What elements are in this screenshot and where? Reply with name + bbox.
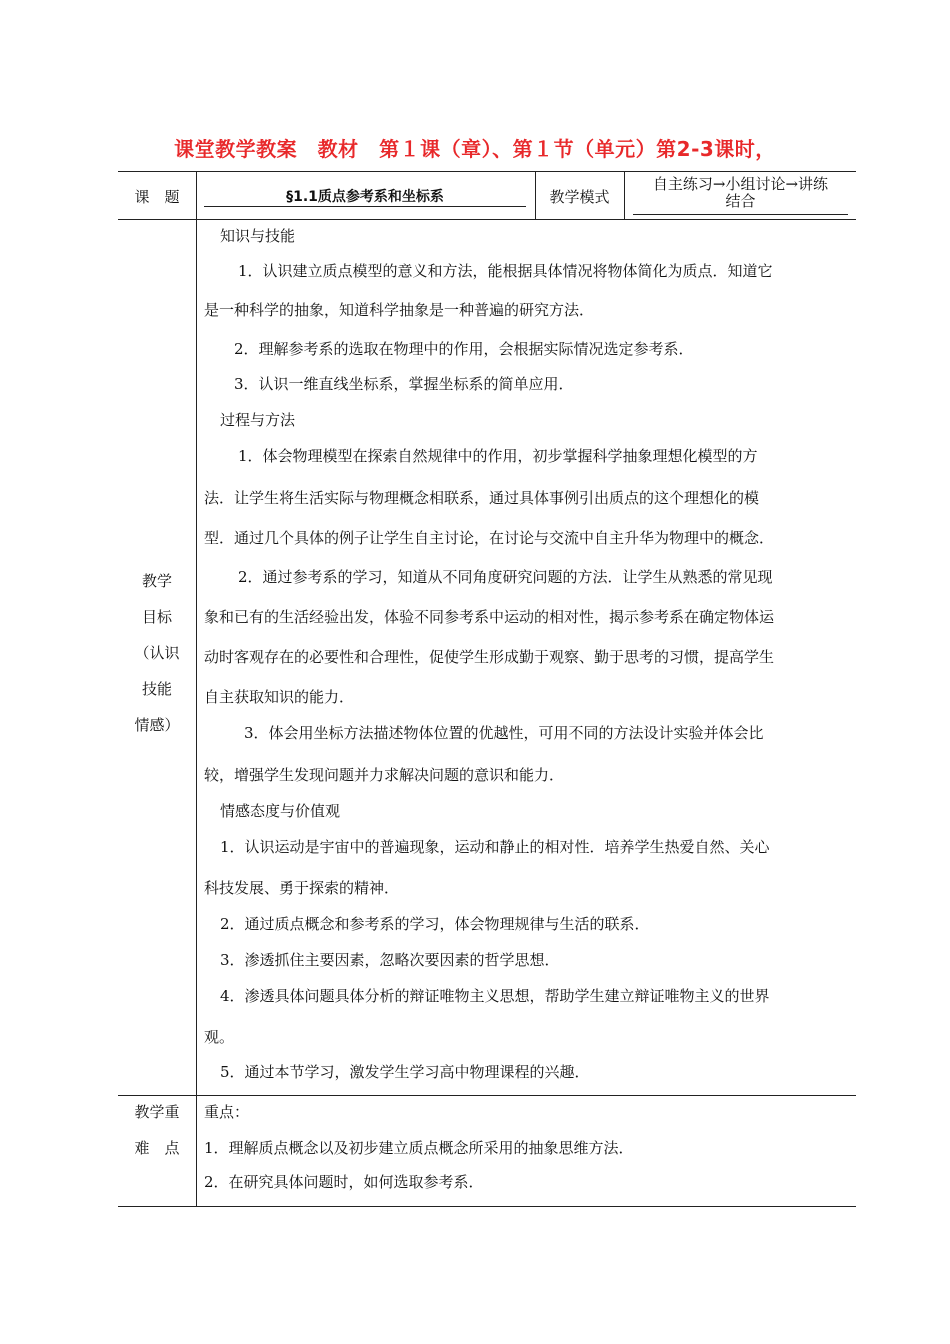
page-title: 课堂教学教案 教材 第１课（章）、第１节（单元）第2-3课时，: [174, 137, 776, 161]
objective-line: 是一种科学的抽象，知道科学抽象是一种普遍的研究方法．: [204, 301, 595, 319]
objective-line: 1．体会物理模型在探索自然规律中的作用，初步掌握科学抽象理想化模型的方: [238, 447, 758, 465]
table-bottom-border: [118, 1206, 856, 1207]
objective-line: 自主获取知识的能力．: [204, 688, 355, 706]
section-heading-knowledge: 知识与技能: [220, 227, 296, 245]
objective-line: 2．理解参考系的选取在物理中的作用，会根据实际情况选定参考系．: [234, 340, 694, 358]
mode-value-line-1: 自主练习→小组讨论→讲练: [652, 175, 829, 193]
objectives-row-border: [118, 1095, 856, 1096]
objectives-label-line: 情感）: [134, 716, 180, 734]
objective-line: 3．渗透抓住主要因素，忽略次要因素的哲学思想．: [220, 951, 560, 969]
keypoint-line: 1．理解质点概念以及初步建立质点概念所采用的抽象思维方法．: [204, 1139, 634, 1157]
objective-line: 2．通过参考系的学习，知道从不同角度研究问题的方法．让学生从熟悉的常见现: [238, 568, 773, 586]
topic-underline: [204, 206, 526, 207]
objective-line: 观。: [204, 1028, 235, 1046]
keypoint-line: 2．在研究具体问题时，如何选取参考系．: [204, 1173, 484, 1191]
objective-line: 3．认识一维直线坐标系，掌握坐标系的简单应用．: [234, 375, 574, 393]
objective-line: 4．渗透具体问题具体分析的辩证唯物主义思想，帮助学生建立辩证唯物主义的世界: [220, 987, 770, 1005]
keypoints-label-line: 教学重: [134, 1103, 180, 1121]
objective-line: 法．让学生将生活实际与物理概念相联系，通过具体事例引出质点的这个理想化的模: [204, 489, 760, 507]
mode-value-line-2: 结合: [725, 192, 756, 210]
mode-value: [633, 176, 848, 210]
objective-line: 科技发展、勇于探索的精神．: [204, 879, 400, 897]
objective-line: 5．通过本节学习，激发学生学习高中物理课程的兴趣．: [220, 1063, 590, 1081]
objective-line: 2．通过质点概念和参考系的学习，体会物理规律与生活的联系．: [220, 915, 650, 933]
objective-line: 型．通过几个具体的例子让学生自主讨论，在讨论与交流中自主升华为物理中的概念．: [204, 529, 775, 547]
keypoints-label-line: 难 点: [134, 1139, 180, 1157]
keypoints-heading: 重点：: [204, 1103, 250, 1121]
objective-line: 象和已有的生活经验出发，体验不同参考系中运动的相对性，揭示参考系在确定物体运: [204, 608, 775, 626]
objectives-label-line: 技能: [141, 680, 172, 698]
objective-line: 动时客观存在的必要性和合理性，促使学生形成勤于观察、勤于思考的习惯，提高学生: [204, 648, 775, 666]
label-column-divider: [196, 171, 197, 1206]
section-heading-process: 过程与方法: [220, 411, 296, 429]
header-row-border: [118, 219, 856, 220]
objectives-label-line: 教学: [141, 572, 172, 590]
topic-value: §1.1质点参考系和坐标系: [286, 189, 444, 205]
objective-line: 3．体会用坐标方法描述物体位置的优越性，可用不同的方法设计实验并体会比: [244, 724, 764, 742]
topic-label: 课 题: [134, 188, 180, 206]
objective-line: 较，增强学生发现问题并力求解决问题的意识和能力．: [204, 766, 565, 784]
objective-line: 1．认识建立质点模型的意义和方法，能根据具体情况将物体简化为质点．知道它: [238, 262, 773, 280]
objectives-label-line: 目标: [141, 608, 172, 626]
section-heading-attitude: 情感态度与价值观: [220, 802, 341, 820]
objectives-label-line: （认识: [134, 644, 180, 662]
mode-label-divider-right: [624, 171, 625, 219]
mode-underline: [633, 214, 848, 215]
table-top-border: [118, 171, 856, 172]
mode-label: 教学模式: [549, 188, 610, 206]
objective-line: 1．认识运动是宇宙中的普遍现象，运动和静止的相对性．培养学生热爱自然、关心: [220, 838, 770, 856]
